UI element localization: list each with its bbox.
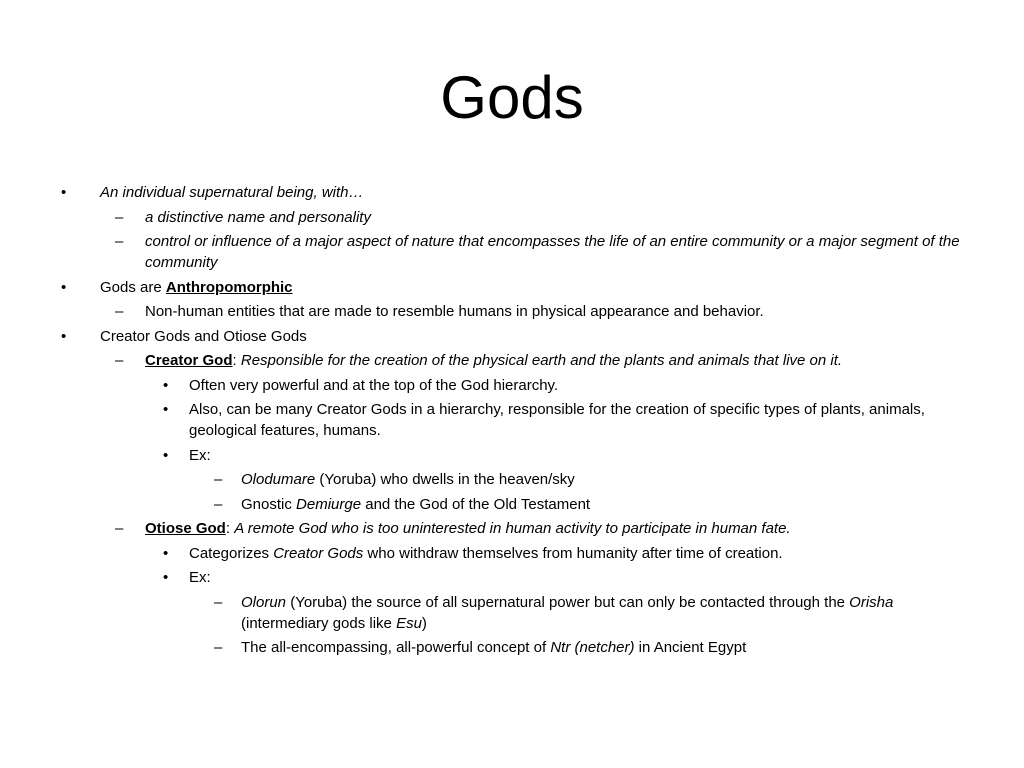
definition-text: A remote God who is too uninterested in human activity to participate in human fate.: [234, 520, 791, 537]
term-otiose-god: Otiose God: [145, 520, 226, 537]
bullet-supernatural-being: [0, 182, 964, 203]
bullet-text: Ex:: [189, 446, 211, 464]
bullet-dot-icon: •: [61, 184, 67, 201]
bullet-creator-otiose: [0, 326, 964, 347]
slide-body: [0, 182, 1024, 662]
term-creator-god: Creator God: [145, 352, 233, 369]
example-demiurge: [0, 494, 961, 515]
dash-icon: –: [115, 303, 124, 320]
subbullet-creator-god: [0, 350, 960, 371]
term-anthropomorphic: Anthropomorphic: [165, 278, 293, 296]
bullet-text: Often very powerful and at the top of the God hierarchy.: [189, 376, 559, 394]
colon: :: [232, 352, 241, 369]
bullet-text: Ex:: [189, 569, 211, 586]
bullet-many-creator-gods: [0, 399, 964, 441]
bullet-text: Gods are: [100, 278, 166, 296]
bullet-text: Creator Gods and Otiose Gods: [100, 327, 307, 345]
name-ntr: Ntr (netcher): [550, 639, 635, 656]
bullet-dot-icon: •: [163, 446, 169, 464]
bullet-anthropomorphic: [0, 277, 964, 298]
emphasis-creator-gods: Creator Gods: [273, 544, 364, 562]
bullet-text: in Ancient Egypt: [634, 639, 747, 656]
bullet-dot-icon: •: [163, 569, 169, 586]
bullet-examples-otiose: [0, 567, 964, 588]
bullet-examples-creator: [0, 445, 964, 466]
dash-icon: –: [214, 593, 223, 611]
dash-icon: –: [214, 639, 223, 656]
name-demiurge: Demiurge: [296, 495, 362, 513]
name-orisha: Orisha: [849, 593, 894, 611]
dash-icon: –: [115, 520, 124, 537]
bullet-text: Categorizes: [189, 544, 274, 562]
bullet-text: (intermediary gods like: [241, 614, 397, 632]
subbullet-name-personality: [0, 207, 960, 228]
dash-icon: –: [115, 233, 124, 250]
subbullet-non-human: [0, 301, 960, 322]
bullet-very-powerful: [0, 375, 964, 396]
bullet-text: and the God of the Old Testament: [361, 495, 591, 513]
bullet-text: The all-encompassing, all-powerful concept of: [241, 639, 551, 656]
bullet-text: a distinctive name and personality: [145, 208, 371, 226]
bullet-dot-icon: •: [61, 278, 67, 296]
example-ntr: [0, 637, 961, 658]
colon: :: [225, 520, 235, 537]
bullet-text: Also, can be many Creator Gods in a hierarchy, responsible for the creation of specific types of plants, animals, geological features, humans.: [189, 401, 925, 439]
bullet-dot-icon: •: [61, 327, 67, 345]
dash-icon: –: [214, 495, 223, 513]
name-olodumare: Olodumare: [241, 471, 316, 488]
name-esu: Esu: [396, 614, 422, 632]
slide-title: Gods: [440, 64, 584, 131]
bullet-text: who withdraw themselves from humanity after time of creation.: [363, 544, 783, 562]
bullet-text: control or influence of a major aspect of nature that encompasses the life of an entire community or a major segment of the community: [145, 233, 960, 271]
definition-text: Responsible for the creation of the physical earth and the plants and animals that live on it.: [240, 352, 843, 369]
bullet-dot-icon: •: [163, 376, 169, 394]
bullet-text: ): [421, 614, 427, 632]
bullet-categorizes: [0, 543, 964, 564]
example-olodumare: [0, 469, 961, 490]
bullet-text: An individual supernatural being, with…: [100, 184, 364, 201]
bullet-text: (Yoruba) the source of all supernatural power but can only be contacted through the: [286, 593, 850, 611]
subbullet-otiose-god: [0, 518, 960, 539]
example-olorun: [0, 592, 961, 634]
dash-icon: –: [115, 208, 124, 226]
dash-icon: –: [214, 471, 223, 488]
dash-icon: –: [115, 352, 124, 369]
bullet-dot-icon: •: [163, 544, 169, 562]
name-olorun: Olorun: [241, 593, 287, 611]
bullet-text: (Yoruba) who dwells in the heaven/sky: [315, 471, 575, 488]
subbullet-control-nature: [0, 231, 960, 273]
bullet-text: Gnostic: [241, 495, 297, 513]
bullet-dot-icon: •: [163, 401, 169, 418]
bullet-text: Non-human entities that are made to resemble humans in physical appearance and behavior.: [145, 303, 764, 320]
